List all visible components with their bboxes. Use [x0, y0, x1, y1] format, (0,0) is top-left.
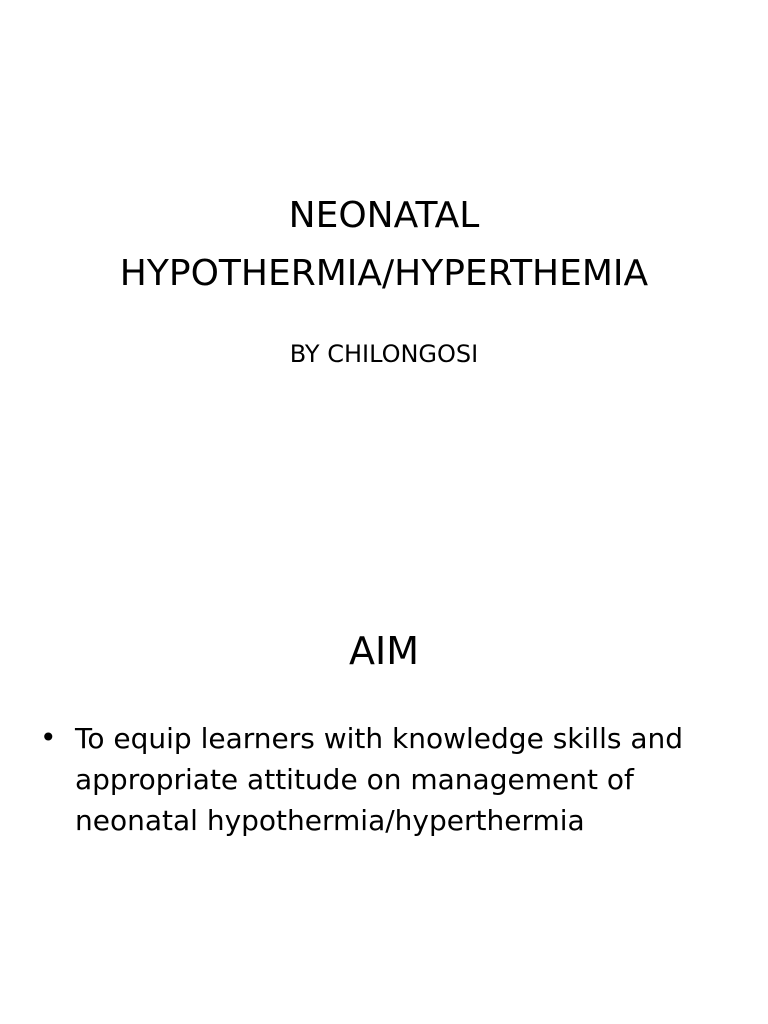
bullet-icon: •: [40, 721, 57, 754]
slide-title-line-2: HYPOTHERMIA/HYPERTHEMIA: [119, 253, 649, 294]
bullet-text: [75, 718, 735, 841]
bullet-text-line-1: To equip learners with knowledge skills and: [75, 722, 684, 755]
aim-title: AIM: [349, 629, 419, 673]
aim-slide: [0, 512, 768, 1024]
bullet-text-line-2: appropriate attitude on management of: [75, 763, 634, 796]
slide-subtitle: BY CHILONGOSI: [289, 340, 479, 368]
slide-title-line-1: NEONATAL: [288, 195, 480, 236]
bullet-text-line-3: neonatal hypothermia/hyperthermia: [75, 804, 585, 837]
